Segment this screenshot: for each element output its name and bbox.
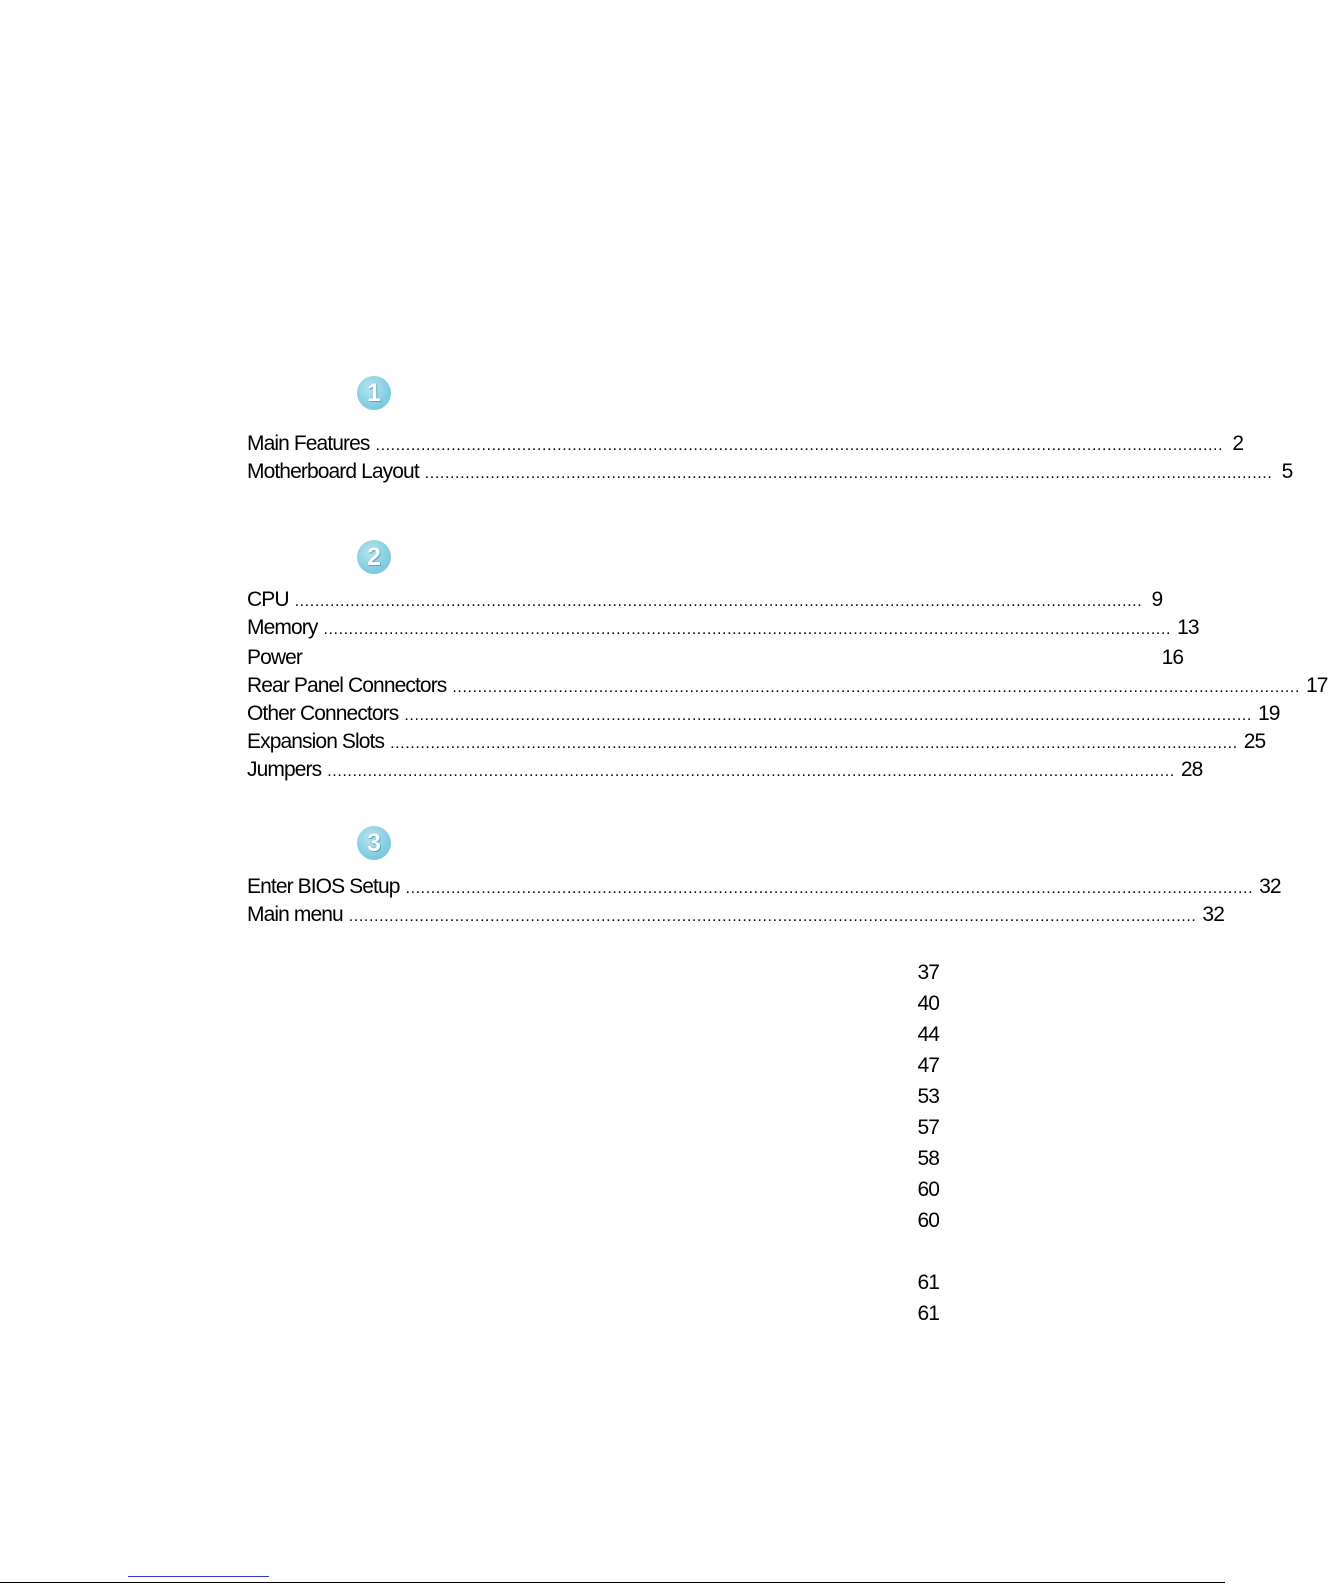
toc-entry-page: 9 (1151, 588, 1163, 611)
toc-page-number: 53 (917, 1085, 939, 1108)
toc-entry-title: Main menu (247, 903, 343, 926)
toc-entry-title: Enter BIOS Setup (247, 875, 400, 898)
toc-leader-dots: ........................................................................................................................................................................ (452, 679, 1301, 696)
toc-entry-page: 32 (1259, 875, 1281, 898)
toc-leader-dots: ........................................................................................................................................................................ (327, 763, 1175, 780)
toc-entry-title: Other Connectors (247, 702, 399, 725)
toc-entry[interactable] (247, 432, 1244, 458)
toc-entry-page: 19 (1257, 702, 1280, 725)
toc-entry-title: Expansion Slots (247, 730, 385, 753)
toc-entry[interactable] (247, 616, 1199, 642)
toc-page-number: 47 (917, 1054, 939, 1077)
toc-entry[interactable] (247, 646, 1184, 672)
footer-divider (0, 1582, 1225, 1583)
footer-link-underline[interactable] (128, 1576, 269, 1577)
toc-entry-page: 5 (1281, 460, 1293, 483)
toc-page-number: 58 (917, 1147, 939, 1170)
toc-entry[interactable] (247, 903, 1224, 929)
chapter-3-badge-icon: 3 (357, 826, 391, 860)
toc-leader-dots: ........................................................................................................................................................................ (405, 880, 1254, 897)
chapter-2-badge-icon: 2 (357, 540, 391, 574)
toc-entry-title: Jumpers (247, 758, 322, 781)
toc-entry-page: 28 (1180, 758, 1203, 781)
toc-entry[interactable] (247, 875, 1281, 901)
toc-page-number: 44 (917, 1023, 939, 1046)
toc-entry-title: Memory (247, 616, 318, 639)
toc-page-number: 61 (917, 1271, 939, 1294)
toc-entry-page: 32 (1202, 903, 1224, 926)
toc-entry-page: 13 (1177, 616, 1199, 639)
toc-entry[interactable] (247, 460, 1293, 486)
toc-entry[interactable] (247, 758, 1203, 784)
toc-entry[interactable] (247, 702, 1280, 728)
toc-entry[interactable] (247, 588, 1163, 614)
toc-entry-title: Motherboard Layout (247, 460, 419, 483)
toc-entry[interactable] (247, 730, 1266, 756)
toc-leader-dots: ........................................................................................................................................................................ (323, 621, 1172, 638)
toc-entry-page: 17 (1306, 674, 1328, 697)
toc-leader-dots: ........................................................................................................................................................................ (375, 437, 1224, 454)
chapter-1-badge-icon: 1 (357, 376, 391, 410)
toc-entry-title: CPU (247, 588, 289, 611)
toc-leader-dots: ........................................................................................................................................................................ (424, 465, 1273, 482)
toc-entry-title: Rear Panel Connectors (247, 674, 447, 697)
toc-leader-dots: ........................................................................................................................................................................ (294, 593, 1143, 610)
toc-entry-page: 16 (1161, 646, 1184, 669)
toc-page-number: 57 (917, 1116, 939, 1139)
toc-leader-dots: ........................................................................................................................................................................ (348, 908, 1197, 925)
toc-entry-title: Main Features (247, 432, 370, 455)
toc-entry-title: Power (247, 646, 303, 669)
toc-entry-page: 25 (1243, 730, 1266, 753)
toc-page-number: 61 (917, 1302, 939, 1325)
toc-page-number: 40 (917, 992, 939, 1015)
toc-leader-dots: ........................................................................................................................................................................ (404, 707, 1252, 724)
toc-page-number: 37 (917, 961, 939, 984)
toc-page-number: 60 (917, 1209, 939, 1232)
toc-page-number: 60 (917, 1178, 939, 1201)
toc-leader-dots: ........................................................................................................................................................................ (390, 735, 1238, 752)
toc-entry-page: 2 (1232, 432, 1244, 455)
toc-entry[interactable] (247, 674, 1328, 700)
